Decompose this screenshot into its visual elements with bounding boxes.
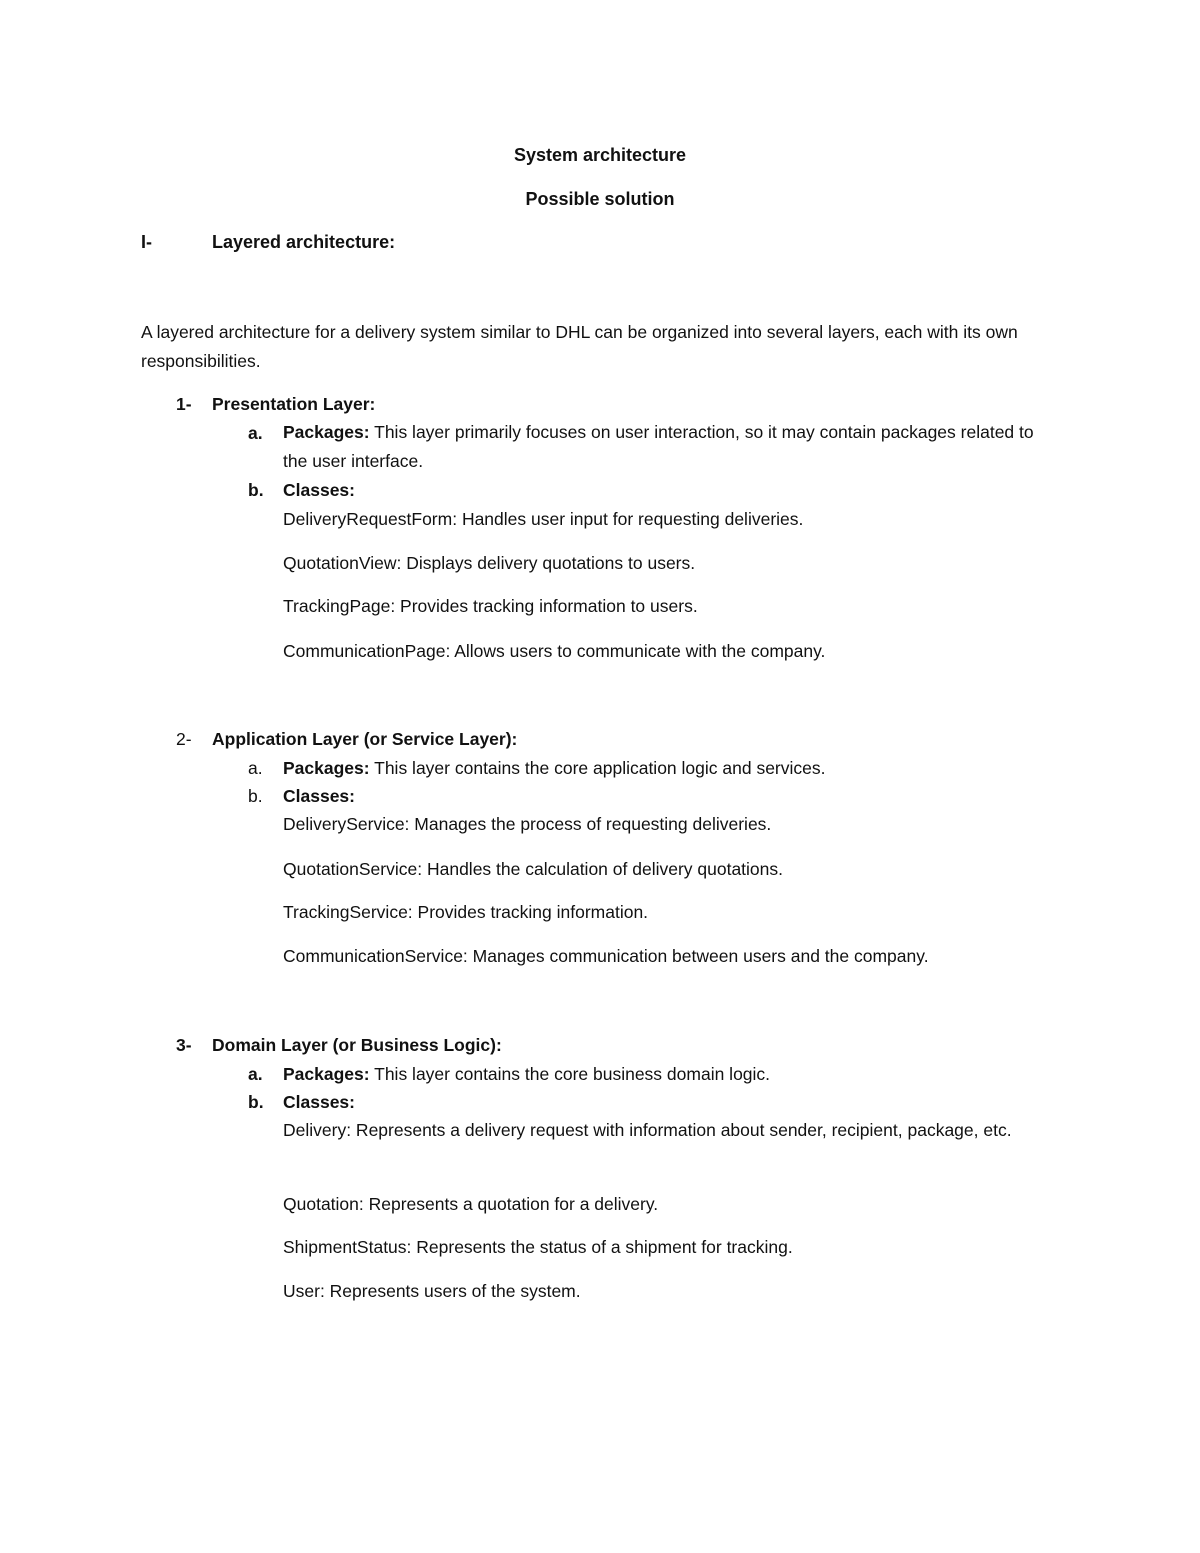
classes-label: Classes: xyxy=(283,1092,355,1112)
list-marker: b. xyxy=(248,1092,264,1112)
layer-number: 1- xyxy=(176,394,192,414)
class-item: DeliveryService: Manages the process of requesting deliveries. xyxy=(283,814,772,834)
list-marker: b. xyxy=(248,480,264,500)
list-marker: a. xyxy=(248,1064,263,1084)
layer-heading: Domain Layer (or Business Logic): xyxy=(212,1035,502,1055)
class-item: TrackingPage: Provides tracking information to users. xyxy=(283,596,698,616)
packages-item xyxy=(283,418,1053,476)
packages-item xyxy=(283,760,825,778)
class-item: TrackingService: Provides tracking information. xyxy=(283,902,649,922)
packages-text: This layer primarily focuses on user interaction, so it may contain packages related to the user interface. xyxy=(283,422,1034,471)
class-item: CommunicationService: Manages communication between users and the company. xyxy=(283,946,929,966)
class-item: User: Represents users of the system. xyxy=(283,1281,581,1301)
section-heading: Layered architecture: xyxy=(212,232,396,252)
layer-number: 3- xyxy=(176,1035,192,1055)
class-item: Quotation: Represents a quotation for a delivery. xyxy=(283,1194,659,1214)
packages-text: This layer contains the core business domain logic. xyxy=(369,1064,771,1084)
list-marker: a. xyxy=(248,758,263,778)
list-marker: a. xyxy=(248,423,263,443)
class-item: DeliveryRequestForm: Handles user input for requesting deliveries. xyxy=(283,509,804,529)
class-item: QuotationView: Displays delivery quotations to users. xyxy=(283,553,696,573)
document-title: System architecture xyxy=(513,145,687,165)
section-number: I- xyxy=(141,232,152,252)
class-item: CommunicationPage: Allows users to communicate with the company. xyxy=(283,641,826,661)
list-marker: b. xyxy=(248,786,263,806)
class-item: Delivery: Represents a delivery request with information about sender, recipient, package, etc. xyxy=(283,1120,1012,1140)
packages-label: Packages: xyxy=(283,1064,370,1084)
packages-label: Packages: xyxy=(283,422,370,442)
packages-item xyxy=(283,1066,770,1084)
class-item: ShipmentStatus: Represents the status of a shipment for tracking. xyxy=(283,1237,793,1257)
intro-paragraph: A layered architecture for a delivery system similar to DHL can be organized into several layers, each with its own responsibilities. xyxy=(141,322,1018,371)
packages-label: Packages: xyxy=(283,758,370,778)
layer-heading: Application Layer (or Service Layer): xyxy=(212,729,518,749)
document-subtitle: Possible solution xyxy=(525,189,675,209)
classes-label: Classes: xyxy=(283,480,355,500)
packages-text: This layer contains the core application logic and services. xyxy=(369,758,826,778)
class-item: QuotationService: Handles the calculation of delivery quotations. xyxy=(283,859,784,879)
layer-number: 2- xyxy=(176,729,192,749)
classes-label: Classes: xyxy=(283,786,355,806)
layer-heading: Presentation Layer: xyxy=(212,394,376,414)
